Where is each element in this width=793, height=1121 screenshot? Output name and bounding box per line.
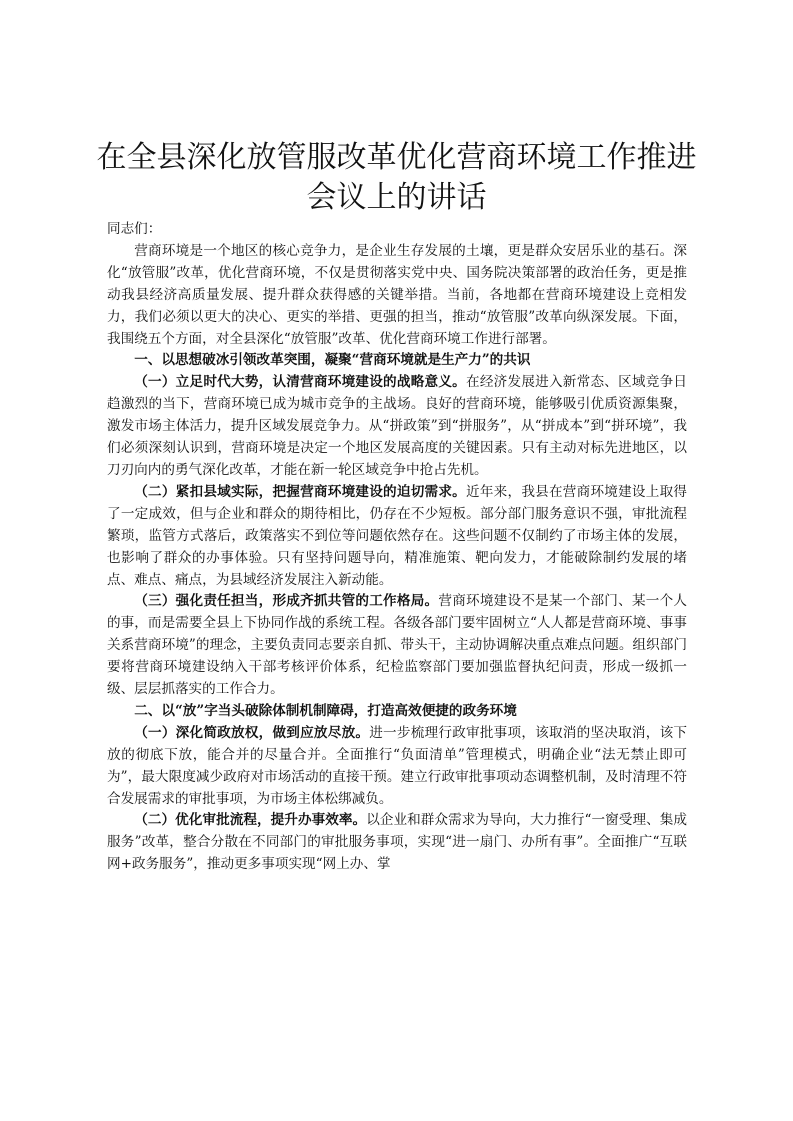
document-body (107, 219, 687, 876)
greeting: 同志们： (107, 221, 162, 237)
section-2-item-1 (107, 723, 687, 811)
section-1-item-1-text: 在经济发展进入新常态、区域竞争日趋激烈的当下，营商环境已成为城市竞争的主战场。良好的营商环境，能够吸引优质资源集聚，激发市场主体活力，提升区域发展竞争力。从“拼政策”到“拼服务”，从“拼成本”到“拼环境”，我们必须深刻认识到，营商环境是决定一个地区发展高度的关键因素。只有主动对标先进地区，以刀刃向内的勇气深化改革，才能在新一轮区域竞争中抢占先机。 (107, 374, 688, 478)
section-2-heading: 二、以“放”字当头破除体制机制障碍，打造高效便捷的政务环境 (134, 702, 517, 719)
section-1-item-2-text: 近年来，我县在营商环境建设上取得了一定成效，但与企业和群众的期待相比，仍存在不少短板。部分部门服务意识不强，审批流程繁琐，监管方式落后，政策落实不到位等问题依然存在。这些问题不仅制约了市场主体的发展，也影响了群众的办事体验。只有坚持问题导向，精准施策、靶向发力，才能破除制约发展的堵点、难点、痛点，为县域经济发展注入新动能。 (107, 483, 688, 588)
section-2-item-1-text: 进一步梳理行政审批事项，该取消的坚决取消，该下放的彻底下放，能合并的尽量合并。全面推行“负面清单”管理模式，明确企业“法无禁止即可为”，最大限度减少政府对市场活动的直接干预。建立行政审批事项动态调整机制，及时清理不符合发展需求的审批事项，为市场主体松绑减负。 (107, 724, 688, 807)
section-1-item-1 (107, 372, 687, 482)
section-1-item-2 (107, 482, 687, 592)
section-2-item-2-text: 以企业和群众需求为导向，大力推行“一窗受理、集成服务”改革，整合分散在不同部门的审批服务事项，实现“进一扇门、办所有事”。全面推广“互联网+政务服务”，推动更多事项实现“网上办、掌 (107, 812, 688, 873)
section-2-item-2 (107, 810, 687, 876)
section-1-item-3 (107, 591, 687, 701)
section-1-item-2-lead: （二）紧扣县域实际，把握营商环境建设的迫切需求。 (134, 483, 467, 500)
section-1-heading: 一、以思想破冰引领改革突围，凝聚“营商环境就是生产力”的共识 (134, 352, 531, 369)
title-line-2: 会议上的讲话 (306, 180, 487, 215)
intro-paragraph: 营商环境是一个地区的核心竞争力，是企业生存发展的土壤，更是群众安居乐业的基石。深化“放管服”改革，优化营商环境，不仅是贯彻落实党中央、国务院决策部署的政治任务，更是推动我县经济高质量发展、提升群众获得感的关键举措。当前，各地都在营商环境建设上竞相发力，我们必须以更大的决心、更实的举措、更强的担当，推动“放管服”改革向纵深发展。下面，我围绕五个方面，对全县深化“放管服”改革、优化营商环境工作进行部署。 (107, 242, 687, 347)
section-2-item-2-lead: （二）优化审批流程，提升办事效率。 (134, 812, 367, 829)
document-title (60, 138, 733, 218)
section-2-item-1-lead: （一）深化简政放权，做到应放尽放。 (134, 724, 370, 741)
section-1-item-1-lead: （一）立足时代大势，认清营商环境建设的战略意义。 (134, 374, 467, 391)
title-line-1: 在全县深化放管服改革优化营商环境工作推进 (96, 140, 697, 175)
section-1-item-3-lead: （三）强化责任担当，形成齐抓共管的工作格局。 (134, 593, 439, 610)
section-1-item-3-text: 营商环境建设不是某一个部门、某一个人的事，而是需要全县上下协同作战的系统工程。各级各部门要牢固树立“人人都是营商环境、事事关系营商环境”的理念，主要负责同志要亲自抓、带头干，主动协调解决重点难点问题。组织部门要将营商环境建设纳入干部考核评价体系，纪检监察部门要加强监督执纪问责，形成一级抓一级、层层抓落实的工作合力。 (107, 593, 688, 698)
